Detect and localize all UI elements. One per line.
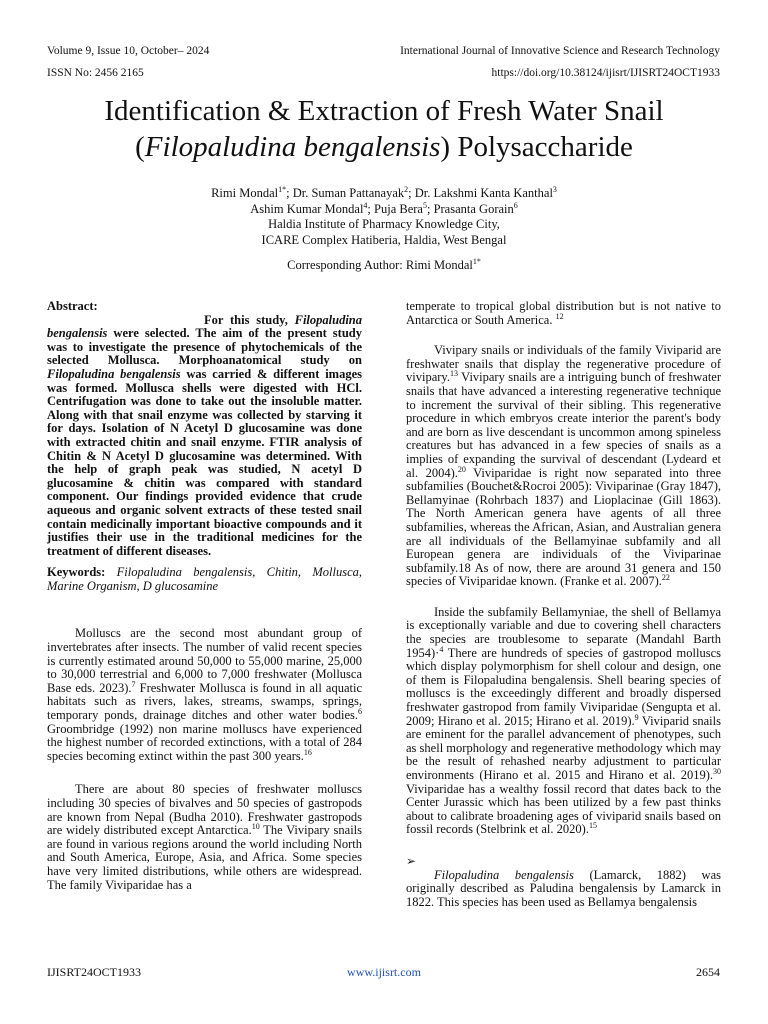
arrow-bullet-icon: ➢ — [406, 853, 417, 868]
author-sup: 6 — [513, 200, 518, 210]
citation-sup: 10 — [251, 822, 260, 832]
volume-info: Volume 9, Issue 10, October– 2024 — [47, 45, 210, 57]
left-column — [47, 300, 362, 892]
corresponding-author — [60, 258, 708, 273]
body-paragraph-2: There are about 80 species of freshwater molluscs including 30 species of bivalves and 50 species of gastropods are known from Nepal (Budha 2010). Freshwater gastropods are widely distributed except Antarctica.$^{10}$ The Vivipary snails are found in various regions around the world including North and South America, Europe, Asia, and Africa. Some species have very limited distributions, while others are widespread. The family Viviparidae has a — [47, 782, 362, 892]
footer-website-link[interactable]: www.ijisrt.com — [347, 965, 421, 979]
author-line-2 — [60, 202, 708, 218]
abstract-text — [47, 314, 362, 559]
keywords — [47, 566, 362, 593]
citation-sup: 13 — [449, 369, 458, 379]
citation-sup: 6 — [358, 707, 362, 717]
title-line-1: Identification & Extraction of Fresh Water Snail — [104, 95, 664, 127]
paper-title — [40, 93, 728, 165]
citation-sup: 20 — [457, 464, 466, 474]
author-sup: 2 — [404, 185, 409, 194]
title-paren-open: ( — [135, 131, 145, 163]
citation-sup: 9 — [634, 712, 639, 722]
citation-sup: 16 — [303, 747, 312, 757]
corresponding-label: Corresponding Author: Rimi Mondal — [287, 258, 473, 272]
author-sup: 4 — [363, 200, 368, 210]
abstract-seg: was carried & different images was formed. Mollusca shells were digested with HCl. Centrifugation was done to take out the insoluble matter. Along with that snail enzyme was collected by starving it for days. Isolation of N Acetyl D glucosamine was done with extracted chitin and snail enzyme. FTIR analysis of Chitin & N Acetyl D glucosamine was determined. With the help of graph peak was studied, N acetyl D glucosamine & chitin was compared with standard component. Our findings provided evidence that crude aqueous and organic solvent extracts of these tested snail contain medicinally important bioactive compounds and it justifies their use in the traditional medicines for the treatment of different diseases. — [47, 366, 362, 558]
affiliation-line-2: ICARE Complex Hatiberia, Haldia, West Bengal — [261, 232, 507, 247]
page-number: 2654 — [696, 965, 720, 979]
doi-link[interactable]: https://doi.org/10.38124/ijisrt/IJISRT24OCT1933 — [491, 67, 720, 79]
author-sup: 1* — [278, 185, 287, 194]
title-line-2 — [40, 129, 728, 165]
issn: ISSN No: 2456 2165 — [47, 67, 144, 79]
body-paragraph-3: Vivipary snails or individuals of the family Viviparid are freshwater snails that display the regenerative procedure of vivipary.$^{13}$ Vivipary snails are a intriguing bunch of freshwater snails that have advanced a interesting regenerative technique to increment the survival of their sibling. This regenerative procedure in which embryos create interior the parent's body and are born as live descendant is uncommon among spineless creatures but has advanced in a few species of snails as a implies of expanding the survival of descendant (Lydeard et al. 2004).$^{20}$ Viviparidae is right now separated into three subfamilies (Bouchet&Rocroi 2005): Viviparinae (Gray 1847), Bellamyinae (Rohrbach 1837) and Lioplacinae (Gill 1863). The North American genera have agents of all three subfamilies, whereas the African, Asian, and Australian genera are all individuals of the Bellamyinae subfamily and all European genera are individuals of the Viviparinae subfamily.18 As of now, there are around 31 genera and 150 species of Viviparidae known. (Franke et al. 2007).$^{22}$ — [406, 343, 722, 589]
body-paragraph-continued: temperate to tropical global distribution but is not native to Antarctica or South America. $^{12}$ — [406, 299, 721, 327]
author-name: ; Dr. Lakshmi Kanta Kanthal — [408, 186, 553, 200]
author-name: Rimi Mondal — [211, 186, 279, 200]
species-name: Filopaludina bengalensis — [434, 867, 574, 882]
citation-sup: 22 — [661, 573, 670, 583]
author-name: ; Dr. Suman Pattanayak — [286, 186, 405, 200]
title-suffix: ) Polysaccharide — [440, 131, 633, 163]
right-column — [406, 300, 721, 909]
body-paragraph-4: Inside the subfamily Bellamyniae, the shell of Bellamya is exceptionally variable and due to covering shell characters the species are troublesome to separate (Mandahl Barth 1954)·$^4$ There are hundreds of species of gastropod molluscs which display polymorphism for shell colour and design, one of them is Filopaludina bengalensis. Shell bearing species of molluscs is the exceedingly different and broadly dispersed freshwater gastropod from family Viviparidae (Sengupta et al. 2009; Hirano et al. 2015; Hirano et al. 2019).$^9$ Viviparid snails are eminent for the parallel advancement of phenotypes, such as shell morphology and regenerative methodology which may be the result of rehashed nearby adjustment to particular environments (Hirano et al. 2015 and Hirano et al. 2019).$^{30}$ Viviparidae has a wealthy fossil record that dates back to the Center Jurassic which has been utilized by a few past thinks about to calibrate broadening ages of viviparid snails based on fossil records (Stelbrink et al. 2020).$^{15}$ — [406, 604, 721, 837]
abstract-seg: For this study, — [204, 312, 295, 327]
body-paragraph-5: Filopaludina bengalensis (Lamarck, 1882) was originally described as Paludina bengalensis by Lamarck in 1822. This species has been used as Bellamya bengalensis — [406, 867, 721, 909]
author-line-1 — [60, 186, 708, 202]
keywords-label: Keywords: — [47, 565, 106, 580]
keywords-text: Filopaludina bengalensis, Chitin, Mollusca, Marine Organism, D glucosamine — [47, 565, 362, 593]
citation-sup: 12 — [555, 311, 564, 321]
author-sup: 5 — [422, 200, 427, 210]
footer-paper-id: IJISRT24OCT1933 — [47, 965, 141, 979]
citation-sup: 30 — [713, 767, 721, 776]
author-name: Ashim Kumar Mondal — [250, 201, 364, 216]
title-species: Filopaludina bengalensis — [144, 131, 441, 163]
abstract-heading: Abstract: — [47, 299, 98, 313]
journal-name: International Journal of Innovative Science and Research Technology — [400, 45, 720, 57]
author-name: ; Prasanta Gorain — [426, 201, 514, 216]
body-paragraph-1: Molluscs are the second most abundant group of invertebrates after insects. The number of valid recent species is currently estimated around 50,000 to 55,000 marine, 25,000 to 30,000 terrestrial and 6,000 to 7,000 freshwater (Mollusca Base eds. 2023).$^7$ Freshwater Mollusca is found in all aquatic habitats such as rivers, lakes, streams, swamps, springs, temporary ponds, drainage ditches and other water bodies.$^6$ Groombridge (1992) non marine molluscs have experienced the highest number of recorded extinctions, with a total of 284 species becoming extinct within the past 300 years.$^{16}$ — [47, 626, 362, 763]
affiliation-line-1: Haldia Institute of Pharmacy Knowledge City, — [268, 217, 500, 231]
citation-sup: 15 — [588, 821, 597, 831]
corresponding-sup: 1* — [472, 257, 481, 266]
citation-sup: 4 — [439, 644, 444, 654]
citation-sup: 7 — [131, 679, 136, 689]
author-block — [60, 186, 708, 248]
abstract-species: Filopaludina bengalensis — [47, 312, 362, 341]
author-sup: 3 — [552, 185, 557, 194]
abstract-seg: were selected. The aim of the present study was to investigate the presence of phytochemicals of the selected Mollusca. Morphoanatomical study on — [47, 326, 362, 368]
abstract-species: Filopaludina bengalensis — [47, 366, 181, 381]
author-name: ; Puja Bera — [367, 201, 423, 216]
